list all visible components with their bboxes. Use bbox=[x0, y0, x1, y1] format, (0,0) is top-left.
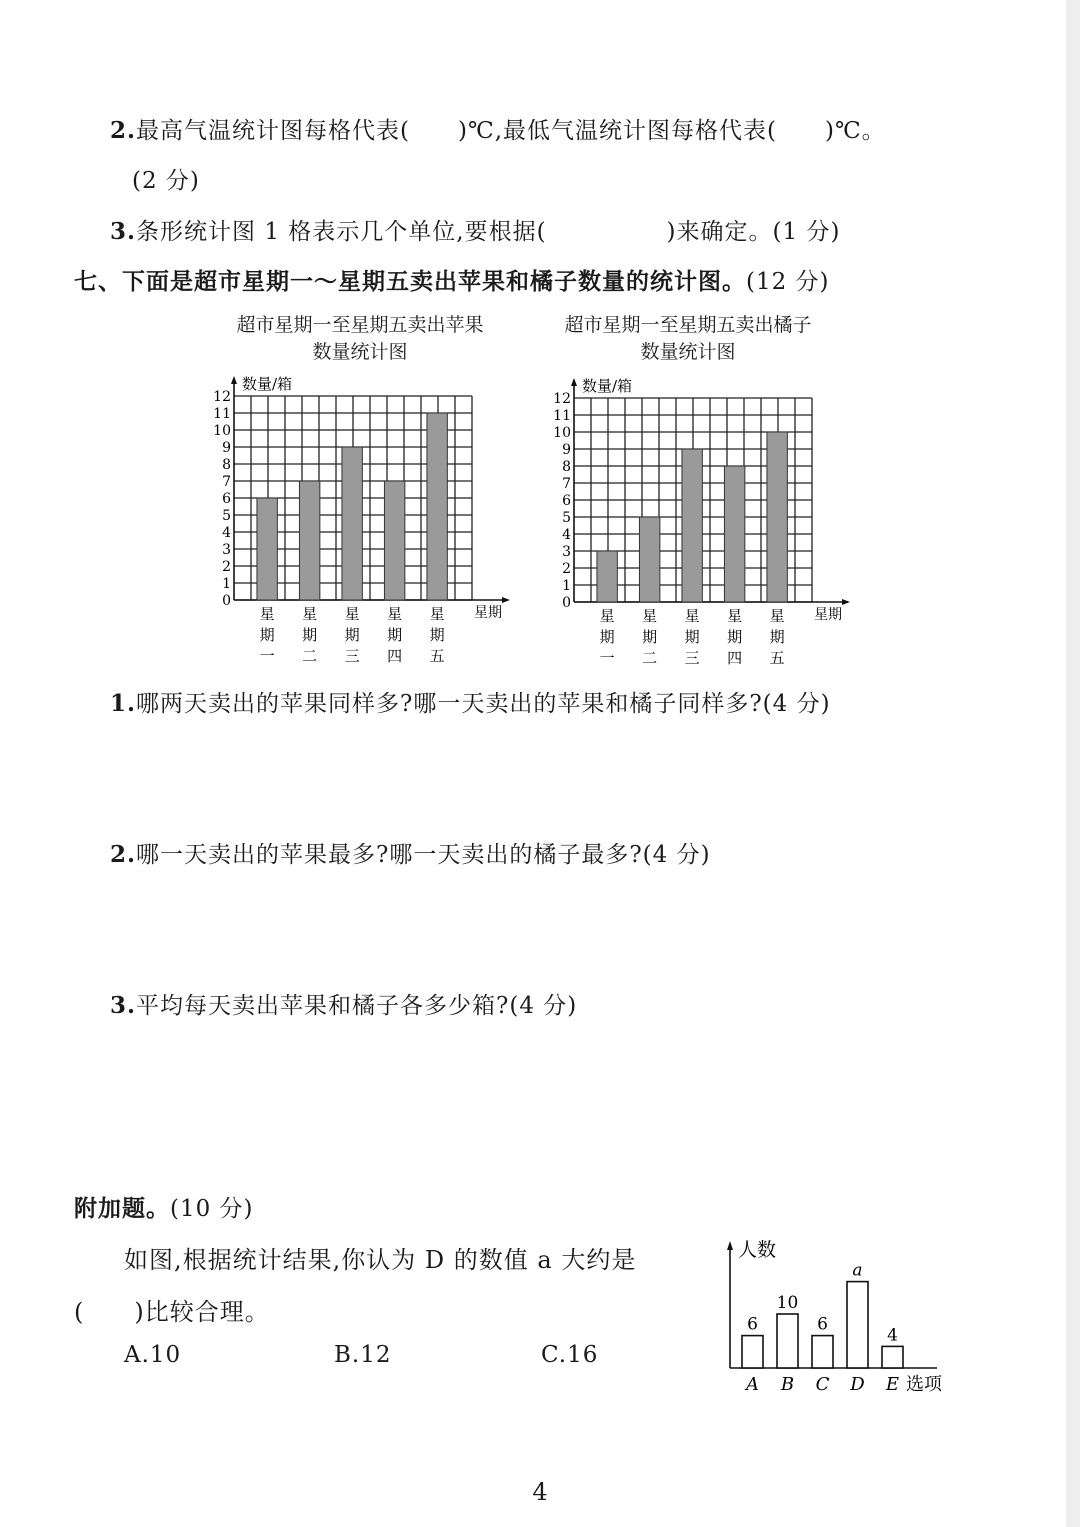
q7-question-1-number: 1. bbox=[110, 690, 137, 717]
bonus-heading bbox=[74, 1190, 254, 1223]
apple-y-tick-label: 10 bbox=[213, 423, 231, 439]
bonus-option-c: C.16 bbox=[541, 1342, 599, 1368]
q7-question-1-text: 哪两天卖出的苹果同样多?哪一天卖出的苹果和橘子同样多?(4 分) bbox=[136, 691, 831, 717]
q7-title: 七、下面是超市星期一～星期五卖出苹果和橘子数量的统计图。 bbox=[74, 268, 746, 295]
bonus-bar bbox=[882, 1346, 903, 1368]
orange-x-tick-label: 五 bbox=[769, 649, 785, 667]
orange-y-tick-label: 6 bbox=[562, 493, 571, 509]
page-number: 4 bbox=[532, 1478, 548, 1506]
apple-bar bbox=[257, 498, 277, 600]
bonus-title: 附加题。 bbox=[74, 1195, 170, 1222]
apple-x-tick-label: 期 bbox=[387, 626, 403, 644]
bonus-x-tick-label: E bbox=[885, 1374, 900, 1395]
apple-x-tick-label: 星 bbox=[259, 605, 275, 623]
bonus-x-tick-label: D bbox=[850, 1374, 865, 1395]
apple-y-tick-label: 12 bbox=[213, 389, 231, 405]
apple-y-tick-label: 7 bbox=[222, 474, 231, 490]
orange-x-tick-label: 期 bbox=[642, 628, 658, 646]
orange-x-tick-label: 星 bbox=[684, 607, 700, 625]
orange-y-tick-label: 11 bbox=[553, 408, 571, 424]
bonus-x-tick-label: B bbox=[780, 1374, 795, 1395]
orange-x-axis-label: 星期 bbox=[814, 607, 842, 623]
apple-y-tick-label: 11 bbox=[213, 406, 231, 422]
apple-y-tick-label: 5 bbox=[222, 508, 231, 524]
q7-question-3-number: 3. bbox=[110, 992, 137, 1019]
orange-y-tick-label: 0 bbox=[562, 595, 571, 611]
orange-x-tick-label: 四 bbox=[727, 649, 743, 667]
orange-chart-title bbox=[528, 312, 848, 366]
q6-item3-text: 条形统计图 1 格表示几个单位,要根据( )来确定。(1 分) bbox=[136, 219, 841, 245]
q7-question-2-number: 2. bbox=[110, 841, 137, 868]
apple-y-tick-label: 1 bbox=[222, 576, 231, 592]
orange-chart-title-line2: 数量统计图 bbox=[640, 341, 736, 363]
orange-y-tick-label: 12 bbox=[553, 391, 571, 407]
q7-question-2 bbox=[110, 836, 711, 869]
orange-x-tick-label: 期 bbox=[684, 628, 700, 646]
apple-bar bbox=[427, 413, 447, 600]
orange-x-tick-label: 星 bbox=[642, 607, 658, 625]
bonus-data-label: 10 bbox=[776, 1293, 799, 1313]
orange-y-tick-label: 3 bbox=[562, 544, 571, 560]
apple-bar bbox=[384, 481, 404, 600]
apple-y-tick-label: 6 bbox=[222, 491, 231, 507]
bonus-data-label: a bbox=[852, 1260, 863, 1281]
orange-y-axis-arrow bbox=[571, 378, 577, 386]
q7-question-2-text: 哪一天卖出的苹果最多?哪一天卖出的橘子最多?(4 分) bbox=[136, 842, 711, 868]
orange-bar bbox=[597, 551, 617, 602]
apple-x-axis-label: 星期 bbox=[474, 605, 502, 621]
bonus-option-b: B.12 bbox=[334, 1342, 392, 1368]
apple-bar bbox=[299, 481, 319, 600]
q6-item2-points: (2 分) bbox=[132, 168, 200, 194]
orange-x-tick-label: 二 bbox=[642, 649, 658, 667]
apple-y-tick-label: 4 bbox=[222, 525, 231, 541]
apple-y-tick-label: 9 bbox=[222, 440, 231, 456]
bonus-text-line2: ( )比较合理。 bbox=[74, 1298, 270, 1326]
orange-y-tick-label: 9 bbox=[562, 442, 571, 458]
apple-y-axis-arrow bbox=[231, 376, 237, 384]
q7-question-3-text: 平均每天卖出苹果和橘子各多少箱?(4 分) bbox=[136, 993, 578, 1019]
bonus-bar bbox=[777, 1314, 798, 1368]
bonus-text-line1: 如图,根据统计结果,你认为 D 的数值 a 大约是 bbox=[124, 1246, 637, 1274]
q6-item2 bbox=[110, 112, 886, 145]
bonus-x-tick-label: C bbox=[815, 1374, 830, 1395]
apple-x-tick-label: 四 bbox=[387, 647, 403, 665]
bonus-x-tick-label: A bbox=[746, 1374, 759, 1395]
orange-x-axis-arrow bbox=[842, 599, 850, 605]
apple-x-tick-label: 三 bbox=[344, 647, 360, 665]
apple-x-tick-label: 星 bbox=[302, 605, 318, 623]
bonus-x-axis-label: 选项 bbox=[906, 1374, 942, 1395]
apple-x-tick-label: 期 bbox=[302, 626, 318, 644]
apple-y-tick-label: 8 bbox=[222, 457, 231, 473]
q6-item3-number: 3. bbox=[110, 218, 137, 245]
orange-bar bbox=[767, 432, 787, 602]
q6-item3 bbox=[110, 213, 840, 246]
q7-question-1 bbox=[110, 685, 831, 718]
orange-chart-title-line1: 超市星期一至星期五卖出橘子 bbox=[564, 314, 812, 336]
orange-x-tick-label: 期 bbox=[599, 628, 615, 646]
q7-heading bbox=[74, 263, 830, 296]
orange-y-tick-label: 10 bbox=[553, 425, 571, 441]
q7-points: (12 分) bbox=[746, 269, 830, 295]
apple-y-tick-label: 0 bbox=[222, 593, 231, 609]
orange-x-tick-label: 三 bbox=[684, 649, 700, 667]
orange-bar-chart bbox=[540, 370, 860, 670]
orange-x-tick-label: 星 bbox=[769, 607, 785, 625]
apple-x-tick-label: 期 bbox=[344, 626, 360, 644]
orange-x-tick-label: 期 bbox=[769, 628, 785, 646]
apple-y-tick-label: 2 bbox=[222, 559, 231, 575]
apple-x-tick-label: 期 bbox=[259, 626, 275, 644]
orange-x-tick-label: 一 bbox=[599, 649, 615, 667]
bonus-bar-chart bbox=[712, 1232, 972, 1402]
orange-bar bbox=[682, 449, 702, 602]
orange-x-tick-label: 星 bbox=[599, 607, 615, 625]
apple-x-tick-label: 一 bbox=[259, 647, 275, 665]
orange-y-tick-label: 4 bbox=[562, 527, 571, 543]
apple-x-tick-label: 二 bbox=[302, 647, 318, 665]
apple-y-axis-label: 数量/箱 bbox=[242, 375, 293, 393]
orange-y-tick-label: 8 bbox=[562, 459, 571, 475]
bonus-points: (10 分) bbox=[170, 1196, 254, 1222]
apple-chart-title-line1: 超市星期一至星期五卖出苹果 bbox=[236, 314, 484, 336]
bonus-data-label: 6 bbox=[817, 1314, 828, 1335]
orange-x-tick-label: 星 bbox=[727, 607, 743, 625]
bonus-bar bbox=[742, 1336, 763, 1368]
apple-bar bbox=[342, 447, 362, 600]
orange-bar bbox=[724, 466, 744, 602]
bonus-y-axis-label: 人数 bbox=[738, 1239, 777, 1261]
apple-x-tick-label: 星 bbox=[344, 605, 360, 623]
bonus-bar bbox=[812, 1336, 833, 1368]
apple-x-tick-label: 星 bbox=[429, 605, 445, 623]
q7-question-3 bbox=[110, 987, 577, 1020]
orange-y-tick-label: 7 bbox=[562, 476, 571, 492]
bonus-bar bbox=[847, 1282, 868, 1368]
apple-bar-chart bbox=[200, 368, 520, 668]
apple-x-tick-label: 星 bbox=[387, 605, 403, 623]
apple-x-tick-label: 五 bbox=[429, 647, 445, 665]
orange-y-tick-label: 2 bbox=[562, 561, 571, 577]
page-edge bbox=[1066, 0, 1080, 1527]
bonus-data-label: 6 bbox=[747, 1314, 758, 1335]
bonus-option-a: A.10 bbox=[124, 1342, 182, 1368]
apple-chart-title bbox=[200, 312, 520, 366]
apple-chart-title-line2: 数量统计图 bbox=[312, 341, 408, 363]
q6-item2-number: 2. bbox=[110, 117, 137, 144]
orange-y-tick-label: 1 bbox=[562, 578, 571, 594]
apple-x-tick-label: 期 bbox=[429, 626, 445, 644]
orange-x-tick-label: 期 bbox=[727, 628, 743, 646]
apple-x-axis-arrow bbox=[502, 597, 510, 603]
orange-bar bbox=[639, 517, 659, 602]
orange-y-axis-label: 数量/箱 bbox=[582, 377, 633, 395]
orange-y-tick-label: 5 bbox=[562, 510, 571, 526]
bonus-y-axis-arrow bbox=[727, 1241, 733, 1250]
bonus-data-label: 4 bbox=[887, 1325, 898, 1346]
apple-y-tick-label: 3 bbox=[222, 542, 231, 558]
q6-item2-text: 最高气温统计图每格代表( )℃,最低气温统计图每格代表( )℃。 bbox=[136, 118, 886, 144]
